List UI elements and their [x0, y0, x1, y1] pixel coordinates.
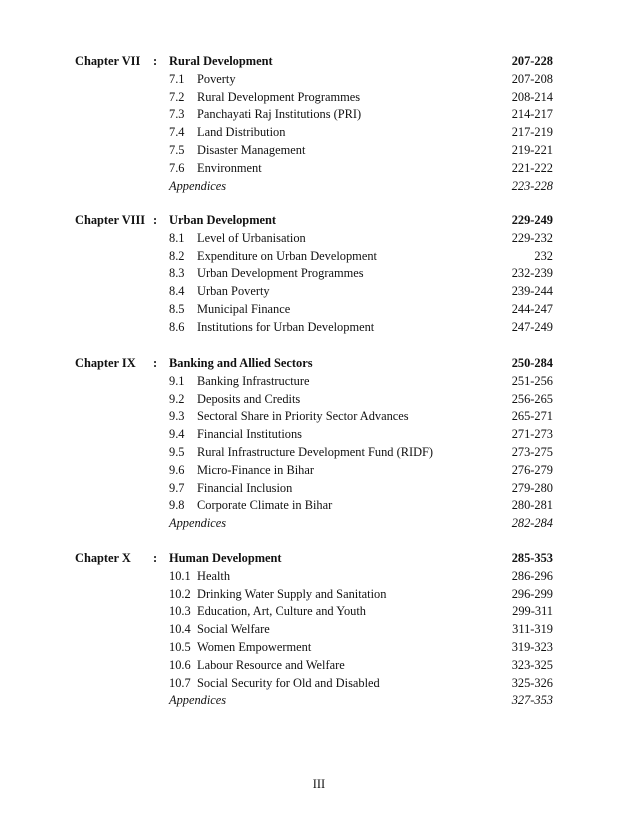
chapter-colon: :: [153, 213, 158, 227]
section-title: Environment: [197, 160, 262, 175]
section-row: [0, 480, 638, 498]
section-pages: 239-244: [511, 284, 553, 299]
section-row: [0, 319, 638, 337]
section-title: Deposits and Credits: [197, 391, 301, 406]
section-number: 8.3: [169, 266, 185, 281]
section-row: [0, 71, 638, 89]
section-title: Social Security for Old and Disabled: [197, 675, 380, 690]
appendices-pages: 223-228: [511, 178, 553, 193]
section-number: 8.5: [169, 301, 185, 316]
chapter-colon: :: [153, 551, 158, 565]
chapter-pages: 285-353: [511, 551, 553, 565]
section-title: Banking Infrastructure: [197, 373, 310, 388]
section-pages: 299-311: [512, 604, 553, 619]
chapter-title: Rural Development: [169, 54, 273, 68]
section-row: [0, 657, 638, 675]
section-row: [0, 586, 638, 604]
section-number: 9.5: [169, 444, 185, 459]
section-number: 7.5: [169, 142, 185, 157]
section-row: [0, 408, 638, 426]
section-number: 7.6: [169, 160, 185, 175]
section-pages: 232: [534, 248, 553, 263]
section-pages: 217-219: [511, 125, 553, 140]
section-pages: 208-214: [511, 89, 553, 104]
chapter-heading: [0, 53, 638, 71]
section-title: Panchayati Raj Institutions (PRI): [197, 107, 362, 122]
section-row: [0, 106, 638, 124]
appendices-label: Appendices: [169, 178, 227, 193]
section-pages: 265-271: [511, 409, 553, 424]
section-pages: 244-247: [511, 301, 553, 316]
appendices-row: [0, 178, 638, 196]
section-pages: 232-239: [511, 266, 553, 281]
appendices-row: [0, 692, 638, 710]
section-title: Municipal Finance: [197, 301, 291, 316]
appendices-label: Appendices: [169, 516, 227, 531]
section-title: Health: [197, 568, 231, 583]
section-number: 8.6: [169, 319, 185, 334]
chapter-heading: [0, 212, 638, 230]
section-pages: 311-319: [512, 622, 553, 637]
chapter-block: [0, 53, 638, 195]
section-pages: 273-275: [511, 444, 553, 459]
section-number: 10.2: [169, 586, 191, 601]
section-pages: 251-256: [511, 373, 553, 388]
section-number: 8.4: [169, 284, 185, 299]
section-number: 10.1: [169, 568, 191, 583]
section-pages: 279-280: [511, 480, 553, 495]
section-pages: 323-325: [511, 657, 553, 672]
chapter-heading: [0, 550, 638, 568]
section-row: [0, 89, 638, 107]
section-row: [0, 462, 638, 480]
section-row: [0, 568, 638, 586]
section-number: 7.1: [169, 71, 185, 86]
section-row: [0, 444, 638, 462]
section-pages: 319-323: [511, 639, 553, 654]
section-row: [0, 160, 638, 178]
section-row: [0, 373, 638, 391]
section-pages: 280-281: [511, 498, 553, 513]
section-title: Disaster Management: [197, 142, 306, 157]
chapter-block: [0, 355, 638, 533]
section-title: Corporate Climate in Bihar: [197, 498, 333, 513]
section-title: Women Empowerment: [197, 639, 312, 654]
section-row: [0, 124, 638, 142]
section-pages: 207-208: [511, 71, 553, 86]
section-number: 7.2: [169, 89, 185, 104]
section-number: 10.3: [169, 604, 191, 619]
section-pages: 219-221: [511, 142, 553, 157]
section-number: 7.4: [169, 125, 185, 140]
section-pages: 229-232: [511, 230, 553, 245]
section-number: 9.3: [169, 409, 185, 424]
section-number: 8.1: [169, 230, 185, 245]
appendices-row: [0, 515, 638, 533]
section-number: 9.6: [169, 462, 185, 477]
section-row: [0, 621, 638, 639]
section-row: [0, 265, 638, 283]
section-row: [0, 142, 638, 160]
chapter-label: Chapter X: [75, 551, 131, 565]
section-title: Urban Poverty: [197, 284, 270, 299]
section-title: Drinking Water Supply and Sanitation: [197, 586, 387, 601]
chapter-pages: 250-284: [511, 356, 553, 370]
page-number: III: [312, 777, 326, 791]
section-pages: 286-296: [511, 568, 553, 583]
section-number: 9.2: [169, 391, 185, 406]
section-number: 9.8: [169, 498, 185, 513]
section-title: Level of Urbanisation: [197, 230, 306, 245]
section-title: Urban Development Programmes: [197, 266, 364, 281]
section-row: [0, 497, 638, 515]
section-number: 8.2: [169, 248, 185, 263]
section-title: Financial Inclusion: [197, 480, 293, 495]
section-title: Expenditure on Urban Development: [197, 248, 377, 263]
section-row: [0, 639, 638, 657]
section-pages: 296-299: [511, 586, 553, 601]
chapter-title: Urban Development: [169, 213, 277, 227]
section-number: 9.1: [169, 373, 185, 388]
section-number: 9.7: [169, 480, 185, 495]
section-title: Land Distribution: [197, 125, 286, 140]
section-title: Education, Art, Culture and Youth: [197, 604, 366, 619]
appendices-pages: 327-353: [511, 693, 553, 708]
section-title: Sectoral Share in Priority Sector Advances: [197, 409, 409, 424]
appendices-label: Appendices: [169, 693, 227, 708]
chapter-title: Human Development: [169, 551, 282, 565]
chapter-pages: 229-249: [511, 213, 553, 227]
chapter-block: [0, 550, 638, 710]
chapter-label: Chapter VIII: [75, 213, 146, 227]
chapter-block: [0, 212, 638, 337]
chapter-colon: :: [153, 356, 158, 370]
section-row: [0, 391, 638, 409]
section-pages: 256-265: [511, 391, 553, 406]
section-pages: 271-273: [511, 427, 553, 442]
section-number: 10.5: [169, 639, 191, 654]
section-title: Institutions for Urban Development: [197, 319, 375, 334]
section-row: [0, 283, 638, 301]
section-number: 7.3: [169, 107, 185, 122]
section-pages: 325-326: [511, 675, 553, 690]
chapter-heading: [0, 355, 638, 373]
section-row: [0, 603, 638, 621]
section-pages: 221-222: [511, 160, 553, 175]
section-title: Micro-Finance in Bihar: [197, 462, 314, 477]
section-number: 9.4: [169, 427, 185, 442]
section-row: [0, 301, 638, 319]
section-title: Rural Development Programmes: [197, 89, 361, 104]
section-row: [0, 248, 638, 266]
chapter-pages: 207-228: [511, 54, 553, 68]
section-row: [0, 675, 638, 693]
chapter-label: Chapter VII: [75, 54, 141, 68]
section-row: [0, 426, 638, 444]
appendices-pages: 282-284: [511, 516, 553, 531]
chapter-colon: :: [153, 54, 158, 68]
section-title: Labour Resource and Welfare: [197, 657, 345, 672]
section-row: [0, 230, 638, 248]
section-number: 10.6: [169, 657, 191, 672]
section-pages: 214-217: [511, 107, 553, 122]
section-title: Social Welfare: [197, 622, 270, 637]
section-title: Poverty: [197, 71, 236, 86]
chapter-label: Chapter IX: [75, 356, 136, 370]
section-title: Financial Institutions: [197, 427, 302, 442]
chapter-title: Banking and Allied Sectors: [169, 356, 313, 370]
section-title: Rural Infrastructure Development Fund (RIDF): [197, 444, 434, 459]
section-pages: 247-249: [511, 319, 553, 334]
section-number: 10.7: [169, 675, 191, 690]
section-pages: 276-279: [511, 462, 553, 477]
section-number: 10.4: [169, 622, 191, 637]
